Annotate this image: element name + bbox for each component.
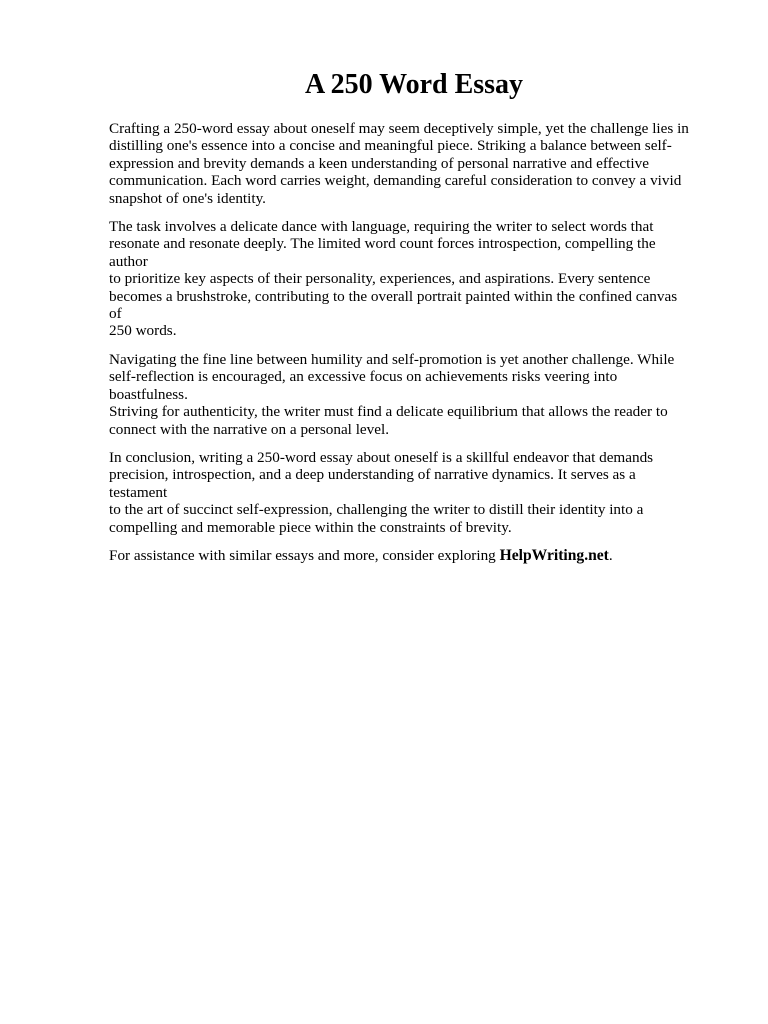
- paragraph-line: distilling one's essence into a concise and meaningful piece. Striking a balance between self-: [109, 137, 672, 155]
- document-title: A 250 Word Essay: [304, 69, 524, 100]
- paragraph-line: In conclusion, writing a 250-word essay about oneself is a skillful endeavor that demands: [109, 448, 654, 466]
- paragraph-line: resonate and resonate deeply. The limited word count forces introspection, compelling the author: [109, 235, 656, 270]
- paragraph-line: 250 words.: [109, 322, 177, 340]
- paragraph-4: [109, 449, 689, 536]
- paragraph-line: connect with the narrative on a personal level.: [109, 420, 390, 438]
- paragraph-1: [109, 120, 689, 207]
- paragraph-line: The task involves a delicate dance with language, requiring the writer to select words that: [109, 218, 654, 236]
- paragraph-line: to the art of succinct self-expression, challenging the writer to distill their identity into a: [109, 501, 644, 519]
- paragraph-line: snapshot of one's identity.: [109, 189, 266, 207]
- helpwriting-link[interactable]: HelpWriting.net: [499, 546, 609, 564]
- paragraph-line: Navigating the fine line between humility and self-promotion is yet another challenge. While: [109, 350, 675, 368]
- paragraph-line: Striving for authenticity, the writer must find a delicate equilibrium that allows the reader to: [109, 403, 668, 421]
- paragraph-2: [109, 218, 689, 340]
- paragraph-line: compelling and memorable piece within the constraints of brevity.: [109, 518, 512, 536]
- paragraph-line: Crafting a 250-word essay about oneself may seem deceptively simple, yet the challenge lies in: [109, 120, 689, 137]
- paragraph-line: expression and brevity demands a keen understanding of personal narrative and effective: [109, 154, 649, 172]
- paragraph-line: becomes a brushstroke, contributing to the overall portrait painted within the confined canvas of: [109, 287, 678, 323]
- paragraph-line: communication. Each word carries weight, demanding careful consideration to convey a vivid: [109, 172, 682, 190]
- document-body: [109, 120, 689, 575]
- paragraph-line: self-reflection is encouraged, an excessive focus on achievements risks veering into boastfulness.: [109, 368, 618, 403]
- footer-paragraph: [109, 547, 689, 564]
- paragraph-line: to prioritize key aspects of their personality, experiences, and aspirations. Every sentence: [109, 270, 651, 288]
- footer-suffix: .: [608, 546, 613, 564]
- paragraph-line: precision, introspection, and a deep understanding of narrative dynamics. It serves as a testament: [109, 466, 636, 501]
- footer-text: For assistance with similar essays and more, consider exploring: [109, 546, 500, 564]
- paragraph-3: [109, 351, 689, 438]
